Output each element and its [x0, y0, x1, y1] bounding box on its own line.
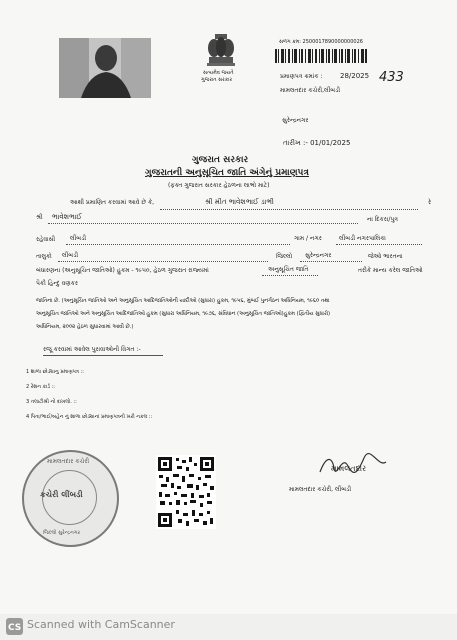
caste-tail: તરીકે માન્ય કરેલ જાતિઓ — [358, 267, 423, 274]
taluka-value: લીંબડી — [62, 252, 79, 259]
office-seal — [22, 450, 119, 547]
document-item: 1 શાળા છોડ્યાનુ પ્રમાણપત્ર :: — [26, 369, 84, 375]
taluka-underline — [58, 261, 268, 262]
qr-code-icon — [156, 455, 216, 529]
certificate-subtitle: (ફક્ત ગુજરાત સરકાર હેઠળના લાભો માટે) — [168, 182, 270, 189]
child-label: ના દિકરા/પુત્ર — [367, 216, 398, 223]
document-item: 4 પિતા/ભાઈ/બહેન નું શાળા છોડ્યાનાં પ્રમાણપત્રની ખરી નકલ :: — [26, 414, 153, 420]
name-underline — [160, 209, 418, 210]
seal-top-text: મામલતદાર કચેરી — [47, 458, 90, 465]
subcaste: પૈકી હિન્દુ વણકર — [36, 280, 78, 287]
emblem-caption-2: ગુજરાત સરકાર — [201, 77, 233, 83]
applicant-photo — [59, 38, 151, 98]
legal-para-2: અનુસૂચિત જાતિઓ અને અનુસૂચિત આદિજાતિઓ હુકમ (સુધારા અધિનિયમ, ૧૯૭૬, સંવિધાન (અનુસૂચિત જાતિઓ)હુકમ (દ્વિતીય સુધારો) — [36, 311, 331, 317]
gram-value: લીંબડી નગરપાલિકા — [339, 235, 386, 242]
document-item: 3 તલાટીશ્રી નો દાખલો. :: — [26, 399, 77, 405]
svg-text:CS: CS — [8, 623, 22, 633]
district-name: સુરેન્દ્રનગર — [282, 117, 309, 124]
village-label: રહેવાસી — [36, 236, 56, 243]
certify-text: આથી પ્રમાણિત કરવામાં આવે છે કે, — [70, 199, 155, 206]
government-heading: ગુજરાત સરકાર — [192, 155, 249, 165]
certificate-number: 28/2025 — [340, 72, 370, 80]
village-underline — [66, 244, 290, 245]
seal-bottom-text: જિલ્લો સુરેન્દ્રનગર — [43, 530, 81, 536]
jilla-underline — [300, 261, 362, 262]
documents-heading-underline — [43, 355, 163, 356]
state-label: જેઓ ભારતના — [368, 253, 403, 260]
caste-underline — [262, 275, 318, 276]
certificate-number-label: પ્રમાણપત્ર ક્રમાંક : — [280, 73, 323, 80]
documents-heading: રજૂ કરવામાં આવેલ પુરાવાઓની વિગત :- — [43, 346, 141, 353]
issue-date: તારીખ :- 01/01/2025 — [283, 139, 351, 147]
jilla-value: સુરેન્દ્રનગર — [305, 252, 332, 259]
barcode-icon — [275, 49, 368, 63]
father-name: ભાવેશભાઈ — [52, 213, 82, 221]
document-item: 2 રેશન કાર્ડ :: — [26, 384, 55, 390]
legal-para-3: અધિનિયમ, ૨૦૦૨ હેઠળ સુધારવામાં આવી છે.) — [36, 324, 134, 330]
signatory-title: મામલતદાર — [331, 464, 367, 473]
legal-para-1: જાતિના છે. (અનુસૂચિત જાતિઓ અને અનુસૂચિત આદિજાતિઓની યાદીઓ (સુધારા) હુકમ, ૧૯૫૬, મુંબઈ પુનર્ગઠન અધિનિયમ, ૧૯૬૦ તથા — [36, 298, 330, 304]
taluka-label: તાલુકો — [36, 253, 52, 260]
shri-label: શ્રી — [36, 214, 43, 221]
emblem-caption-1: સત્યમેવ જયતે — [203, 70, 234, 76]
caste-value: અનુસૂચિત જાતિ — [268, 266, 309, 273]
jilla-label: જિલ્લો — [276, 253, 293, 260]
village-value: લીંબડી — [70, 235, 87, 242]
father-underline — [48, 223, 358, 224]
handwritten-number: 433 — [379, 70, 404, 85]
seal-middle-text: કચેરી લીંબડી — [40, 490, 83, 499]
gram-label: ગામ / નગર — [294, 235, 322, 242]
caste-line: બંધારણના (અનુસૂચિત જાતિઓ) હુકમ - ૧૯૫૦, હેઠળ ગુજરાત રાજ્યમાં — [36, 267, 209, 274]
certificate-title: ગુજરાતની અનુસૂચિત જાતિ અંગેનું પ્રમાણપત્ર — [145, 168, 309, 178]
re-suffix: રે — [428, 199, 432, 206]
applicant-name: શ્રી મીત ભાવેશભાઈ ડાભી — [205, 198, 274, 206]
gram-underline — [336, 244, 422, 245]
signatory-office: મામલતદાર કચેરી, લીંબડી — [289, 486, 352, 493]
scanner-watermark: Scanned with CamScanner — [27, 618, 175, 631]
camscanner-logo-icon — [6, 618, 23, 635]
barcode-number: સળંગ ક્રમ: 2500017890000000026 — [279, 39, 363, 45]
issuing-office: મામલતદાર કચેરી,લીંબડી — [280, 87, 341, 94]
